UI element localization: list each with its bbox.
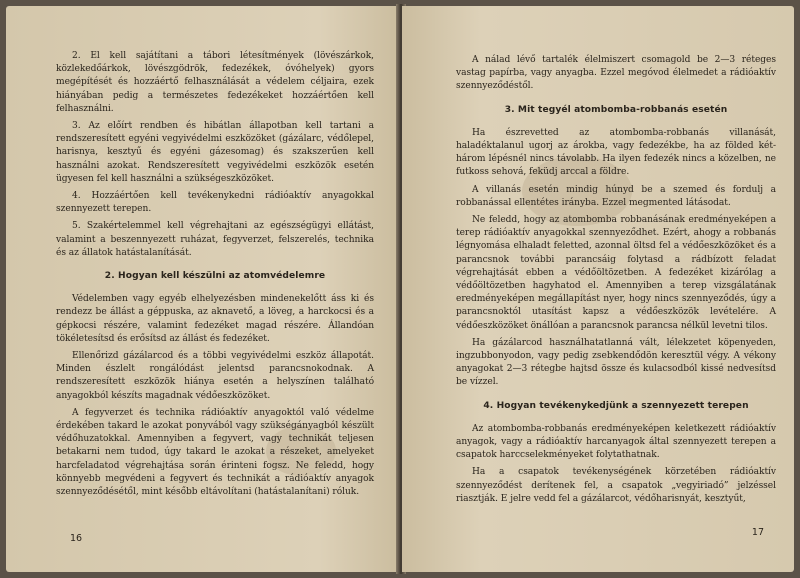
- section-heading: 2. Hogyan kell készülni az atomvédelemre: [104, 271, 326, 282]
- paragraph: A villanás esetén mindig húnyd be a szemed és fordulj a robbanással ellentétes irányba. Ezzel megmented látásodat.: [456, 184, 776, 208]
- right-page-content: [456, 54, 776, 510]
- right-page: [402, 6, 794, 572]
- paragraph: A fegyverzet és technika rádióaktív anyagoktól való védelme érdekében takard le azokat ponyvából vagy szükségányagból készült védőhuzatokkal. Amennyiben a fegyvert, vagy technikát teljesen betakarni nem tudod, úgy takard le azokat a részeket, amelyeket harcfeladatod végrehajtása során érinteni fogsz. Ne feledd, hogy könnyebb megvédeni a fegyvert és technikát a rádióaktív anyagok szennyeződésétől, mint később eltávolítani (hatástalanítani) róluk.: [56, 407, 374, 498]
- left-page: [6, 6, 398, 572]
- paragraph: 4. Hozzáértően kell tevékenykedni rádióaktív anyagokkal szennyezett terepen.: [56, 191, 374, 215]
- paragraph: Ha észrevetted az atombomba-robbanás villanását, haladéktalanul ugorj az árokba, vagy fedezékbe, ha az földed két-három lépésnél nincs távolabb. Ha ilyen fedezék nincs a közelben, ne futkoss sehová, feküdj arccal a földre.: [456, 127, 776, 178]
- paragraph: Ha gázálarcod használhatatlanná vált, lélekzetet köpenyeden, ingzubbonyodon, vagy pedig zsebkendődön keresztül végy. A vékony anyagokat 2—3 rétegbe hajtsd össze és kulacsodból kissé nedvesítsd be vízzel.: [456, 337, 776, 388]
- page-number: 17: [751, 527, 764, 538]
- paragraph: Védelemben vagy egyéb elhelyezésben mindenekelőtt áss ki és rendezz be állást a géppuska, az aknavető, a löveg, a harckocsi és a gépkocsi részére, valamint fedezéket magad részére. Állandóan tökéletesítsd és erősítsd az állást és fedezéket.: [56, 294, 374, 344]
- paragraph: Ellenőrizd gázálarcod és a többi vegyivédelmi eszköz állapotát. Minden észlelt rongálódást jelentsd parancsnokodnak. A rendszeresített eszközök hiánya esetén a helyszínen található anyagokból készíts magadnak védőeszközöket.: [56, 351, 374, 401]
- page-number: 16: [70, 533, 83, 544]
- section-heading: 4. Hogyan tevékenykedjünk a szennyezett terepen: [483, 400, 749, 411]
- paragraph: 2. El kell sajátítani a tábori létesítmények (lövészárkok, közlekedőárkok, lövészgödrök, fedezékek, óvóhelyek) gyors megépítését és hozzáértő felhasználását a védelem céljaira, ezek hiányában pedig a természetes fedezékeket hozzáértően kell felhasználni.: [56, 51, 374, 114]
- paragraph: Az atombomba-robbanás eredményeképen keletkezett rádióaktív anyagok, vagy a rádióaktív harcanyagok által szennyezett terepen a csapatok harccselekményeket folytathatnak.: [456, 423, 776, 461]
- paragraph: 3. Az előírt rendben és hibátlan állapotban kell tartani a rendszeresített egyéni vegyivédelmi eszközöket (gázálarc, védőlepel, harisnya, kesztyű és egyéni gázesomag) és szakszerűen kell használni azokat. Rendszeresített vegyivédelmi eszközök esetén ügyesen fel kell használni a szükségeszközöket.: [56, 121, 374, 184]
- paragraph: 5. Szakértelemmel kell végrehajtani az egészségügyi ellátást, valamint a beszennyezett ruházat, fegyverzet, felszerelés, technika és az állatok hatástalanítását.: [56, 221, 374, 258]
- left-page-content: [56, 50, 374, 503]
- paragraph: Ha a csapatok tevékenységének körzetében rádióaktív szennyeződést derítenek fel, a csapatok „vegyiriadó” jelzéssel riasztják. E jelre vedd fel a gázálarcot, védőharisnyát, kesztyűt,: [456, 467, 776, 504]
- paragraph: A nálad lévő tartalék élelmiszert csomagold be 2—3 réteges vastag papírba, vagy anyagba. Ezzel megóvod élelmedet a rádióaktív szennyeződéstől.: [456, 55, 776, 92]
- section-heading: 3. Mit tegyél atombomba-robbanás esetén: [504, 104, 728, 115]
- paragraph: Ne feledd, hogy az atombomba robbanásának eredményeképen a terep rádióaktív anyagokkal szennyeződhet. Ezért, ahogy a robbanás légnyomása elhaladt feletted, azonnal öltsd fel a védőeszközöket és a parancsnok további parancsáig folytasd a rádbízott feladat végrehajtását ebben a védőöltözetben. A fedezéket kizárólag a védőöltözetben hagyhatod el. Amennyiben a terep vizsgálatának eredményeképen megállapítást nyer, hogy nincs szennyeződés, úgy a parancsnoktól utasítást kapsz a védőeszközök levételére. A védőeszközöket önállóan a parancsnok parancsa nélkül levetni tilos.: [456, 215, 776, 331]
